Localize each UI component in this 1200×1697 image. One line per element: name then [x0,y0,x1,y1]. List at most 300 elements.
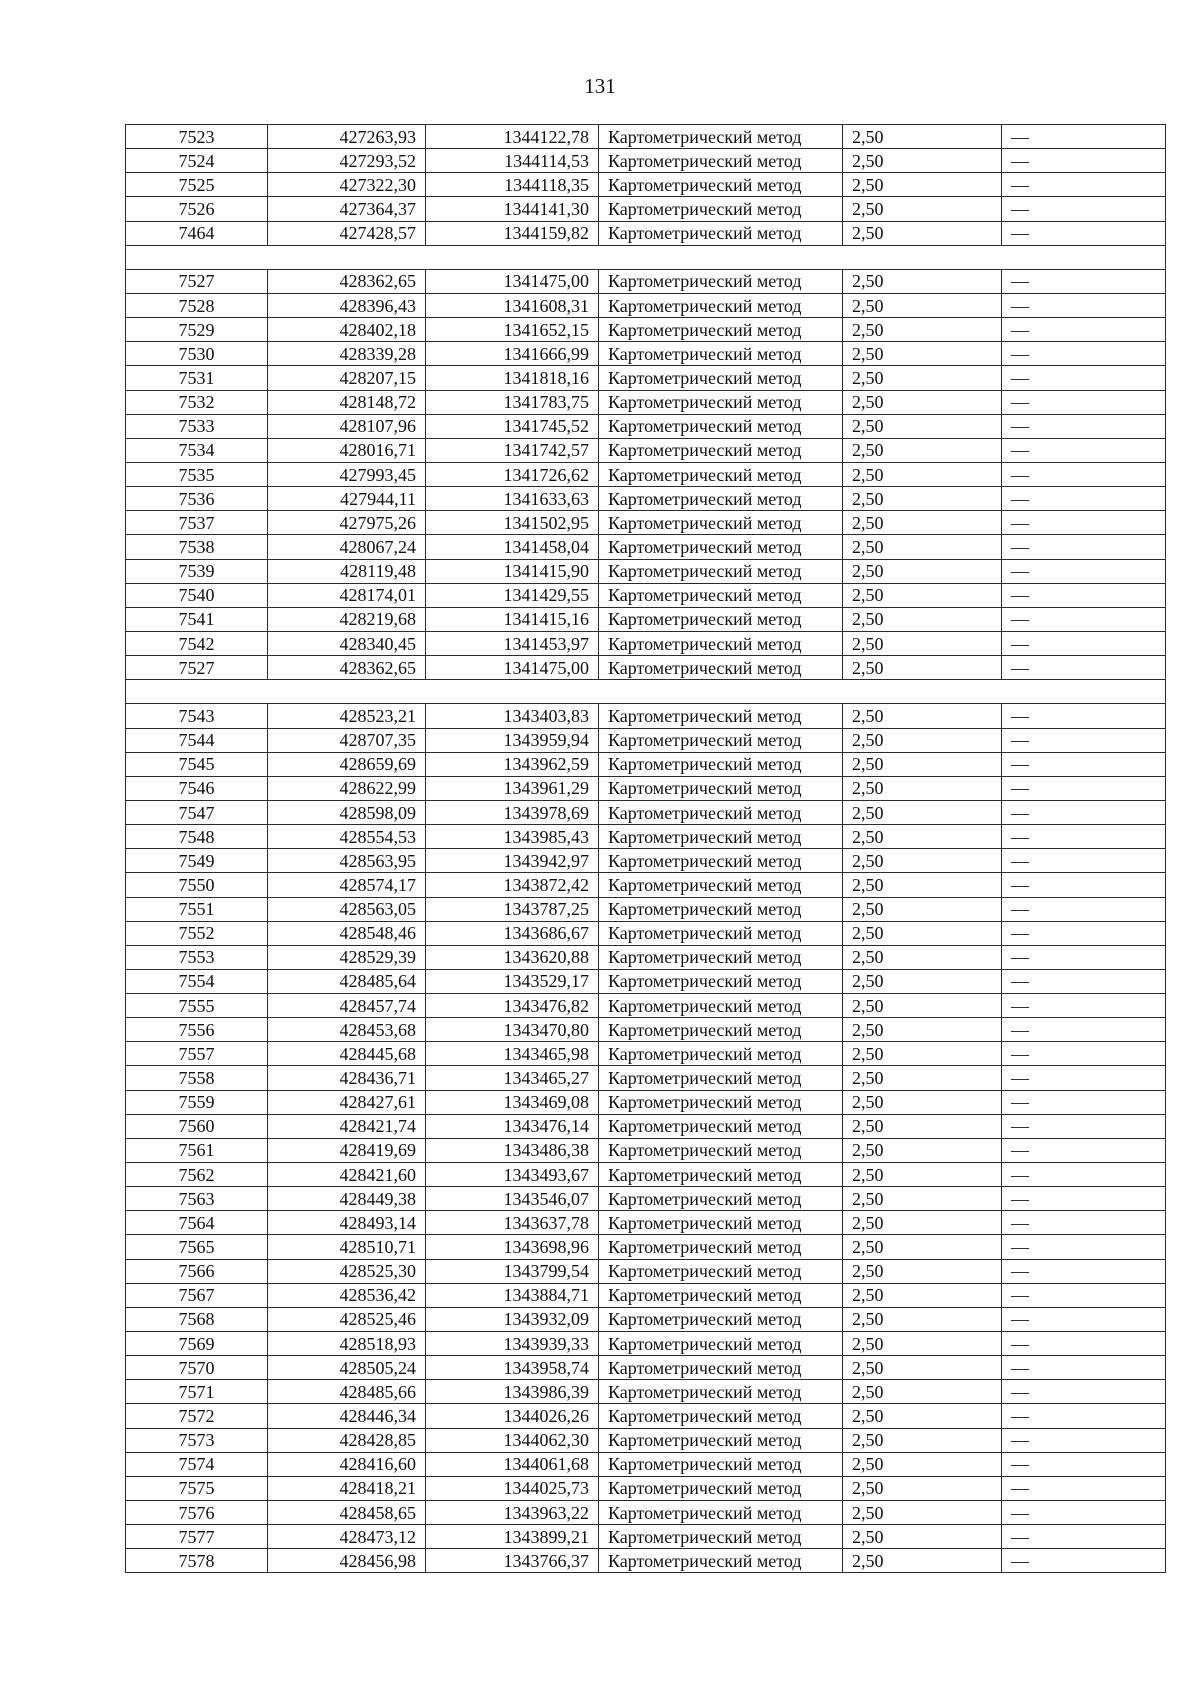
point-number-cell: 7546 [126,776,268,800]
accuracy-cell: 2,50 [843,1307,1002,1331]
table-row [126,1090,1166,1114]
separator-cell [126,245,1166,269]
y-coordinate-cell: 1343493,67 [426,1163,599,1187]
y-coordinate-cell: 1341818,16 [426,366,599,390]
table-row [126,1356,1166,1380]
accuracy-cell: 2,50 [843,1452,1002,1476]
method-cell: Картометрический метод [599,994,843,1018]
accuracy-cell: 2,50 [843,342,1002,366]
point-number-cell: 7571 [126,1380,268,1404]
x-coordinate-cell: 428525,46 [268,1307,426,1331]
table-row [126,800,1166,824]
accuracy-cell: 2,50 [843,511,1002,535]
method-cell: Картометрический метод [599,800,843,824]
description-cell: — [1002,945,1166,969]
y-coordinate-cell: 1343476,14 [426,1114,599,1138]
point-number-cell: 7544 [126,728,268,752]
table-row [126,1042,1166,1066]
accuracy-cell: 2,50 [843,1018,1002,1042]
x-coordinate-cell: 428536,42 [268,1283,426,1307]
point-number-cell: 7573 [126,1428,268,1452]
method-cell: Картометрический метод [599,1187,843,1211]
accuracy-cell: 2,50 [843,825,1002,849]
description-cell: — [1002,849,1166,873]
method-cell: Картометрический метод [599,293,843,317]
table-row [126,318,1166,342]
table-row [126,293,1166,317]
y-coordinate-cell: 1343486,38 [426,1138,599,1162]
description-cell: — [1002,221,1166,245]
x-coordinate-cell: 428016,71 [268,438,426,462]
method-cell: Картометрический метод [599,873,843,897]
method-cell: Картометрический метод [599,1356,843,1380]
table-row [126,390,1166,414]
point-number-cell: 7526 [126,197,268,221]
method-cell: Картометрический метод [599,197,843,221]
y-coordinate-cell: 1343546,07 [426,1187,599,1211]
y-coordinate-cell: 1343470,80 [426,1018,599,1042]
y-coordinate-cell: 1341475,00 [426,656,599,680]
y-coordinate-cell: 1343959,94 [426,728,599,752]
accuracy-cell: 2,50 [843,1476,1002,1500]
description-cell: — [1002,728,1166,752]
accuracy-cell: 2,50 [843,873,1002,897]
accuracy-cell: 2,50 [843,1138,1002,1162]
point-number-cell: 7558 [126,1066,268,1090]
x-coordinate-cell: 428563,95 [268,849,426,873]
y-coordinate-cell: 1343985,43 [426,825,599,849]
table-row [126,1428,1166,1452]
description-cell: — [1002,752,1166,776]
method-cell: Картометрический метод [599,752,843,776]
y-coordinate-cell: 1341652,15 [426,318,599,342]
accuracy-cell: 2,50 [843,728,1002,752]
table-row [126,1332,1166,1356]
description-cell: — [1002,173,1166,197]
y-coordinate-cell: 1344026,26 [426,1404,599,1428]
table-row [126,1549,1166,1573]
accuracy-cell: 2,50 [843,1428,1002,1452]
accuracy-cell: 2,50 [843,197,1002,221]
accuracy-cell: 2,50 [843,221,1002,245]
description-cell: — [1002,825,1166,849]
method-cell: Картометрический метод [599,607,843,631]
table-row [126,583,1166,607]
x-coordinate-cell: 428563,05 [268,897,426,921]
x-coordinate-cell: 427993,45 [268,462,426,486]
table-row [126,342,1166,366]
description-cell: — [1002,1163,1166,1187]
description-cell: — [1002,149,1166,173]
y-coordinate-cell: 1343978,69 [426,800,599,824]
point-number-cell: 7539 [126,559,268,583]
description-cell: — [1002,1042,1166,1066]
y-coordinate-cell: 1341458,04 [426,535,599,559]
y-coordinate-cell: 1343986,39 [426,1380,599,1404]
method-cell: Картометрический метод [599,125,843,149]
accuracy-cell: 2,50 [843,462,1002,486]
point-number-cell: 7578 [126,1549,268,1573]
accuracy-cell: 2,50 [843,1187,1002,1211]
accuracy-cell: 2,50 [843,1114,1002,1138]
y-coordinate-cell: 1344114,53 [426,149,599,173]
table-row [126,704,1166,728]
x-coordinate-cell: 428473,12 [268,1525,426,1549]
method-cell: Картометрический метод [599,825,843,849]
table-row [126,125,1166,149]
table-row [126,776,1166,800]
accuracy-cell: 2,50 [843,414,1002,438]
accuracy-cell: 2,50 [843,849,1002,873]
x-coordinate-cell: 428518,93 [268,1332,426,1356]
description-cell: — [1002,366,1166,390]
table-row [126,414,1166,438]
point-number-cell: 7464 [126,221,268,245]
x-coordinate-cell: 428493,14 [268,1211,426,1235]
point-number-cell: 7535 [126,462,268,486]
point-number-cell: 7575 [126,1476,268,1500]
x-coordinate-cell: 428598,09 [268,800,426,824]
point-number-cell: 7527 [126,656,268,680]
description-cell: — [1002,293,1166,317]
method-cell: Картометрический метод [599,221,843,245]
method-cell: Картометрический метод [599,1259,843,1283]
description-cell: — [1002,631,1166,655]
table-row [126,1235,1166,1259]
table-row [126,1380,1166,1404]
x-coordinate-cell: 428421,60 [268,1163,426,1187]
point-number-cell: 7570 [126,1356,268,1380]
y-coordinate-cell: 1341742,57 [426,438,599,462]
table-row [126,462,1166,486]
table-row [126,1187,1166,1211]
method-cell: Картометрический метод [599,559,843,583]
description-cell: — [1002,269,1166,293]
description-cell: — [1002,994,1166,1018]
point-number-cell: 7538 [126,535,268,559]
x-coordinate-cell: 428659,69 [268,752,426,776]
point-number-cell: 7545 [126,752,268,776]
x-coordinate-cell: 428427,61 [268,1090,426,1114]
accuracy-cell: 2,50 [843,1283,1002,1307]
y-coordinate-cell: 1341415,16 [426,607,599,631]
point-number-cell: 7562 [126,1163,268,1187]
y-coordinate-cell: 1343899,21 [426,1525,599,1549]
point-number-cell: 7550 [126,873,268,897]
description-cell: — [1002,1452,1166,1476]
point-number-cell: 7568 [126,1307,268,1331]
table-separator-row [126,680,1166,704]
accuracy-cell: 2,50 [843,1356,1002,1380]
description-cell: — [1002,1380,1166,1404]
description-cell: — [1002,1187,1166,1211]
y-coordinate-cell: 1343942,97 [426,849,599,873]
description-cell: — [1002,1549,1166,1573]
point-number-cell: 7553 [126,945,268,969]
x-coordinate-cell: 428525,30 [268,1259,426,1283]
y-coordinate-cell: 1344061,68 [426,1452,599,1476]
description-cell: — [1002,511,1166,535]
point-number-cell: 7523 [126,125,268,149]
y-coordinate-cell: 1341666,99 [426,342,599,366]
x-coordinate-cell: 428219,68 [268,607,426,631]
method-cell: Картометрический метод [599,1380,843,1404]
x-coordinate-cell: 428510,71 [268,1235,426,1259]
method-cell: Картометрический метод [599,1283,843,1307]
table-row [126,656,1166,680]
accuracy-cell: 2,50 [843,583,1002,607]
table-row [126,149,1166,173]
point-number-cell: 7555 [126,994,268,1018]
x-coordinate-cell: 428148,72 [268,390,426,414]
y-coordinate-cell: 1344141,30 [426,197,599,221]
description-cell: — [1002,897,1166,921]
description-cell: — [1002,1356,1166,1380]
page-number: 131 [584,74,616,98]
description-cell: — [1002,1259,1166,1283]
x-coordinate-cell: 428707,35 [268,728,426,752]
y-coordinate-cell: 1341502,95 [426,511,599,535]
accuracy-cell: 2,50 [843,752,1002,776]
y-coordinate-cell: 1344062,30 [426,1428,599,1452]
accuracy-cell: 2,50 [843,1404,1002,1428]
accuracy-cell: 2,50 [843,1501,1002,1525]
x-coordinate-cell: 428418,21 [268,1476,426,1500]
table-row [126,1211,1166,1235]
accuracy-cell: 2,50 [843,1090,1002,1114]
y-coordinate-cell: 1341475,00 [426,269,599,293]
x-coordinate-cell: 428485,66 [268,1380,426,1404]
y-coordinate-cell: 1341783,75 [426,390,599,414]
x-coordinate-cell: 428529,39 [268,945,426,969]
method-cell: Картометрический метод [599,1501,843,1525]
y-coordinate-cell: 1343403,83 [426,704,599,728]
accuracy-cell: 2,50 [843,269,1002,293]
y-coordinate-cell: 1343932,09 [426,1307,599,1331]
method-cell: Картометрический метод [599,1114,843,1138]
description-cell: — [1002,583,1166,607]
accuracy-cell: 2,50 [843,994,1002,1018]
x-coordinate-cell: 428421,74 [268,1114,426,1138]
method-cell: Картометрический метод [599,318,843,342]
coordinates-table-body [126,125,1166,1573]
point-number-cell: 7563 [126,1187,268,1211]
separator-cell [126,680,1166,704]
description-cell: — [1002,1138,1166,1162]
point-number-cell: 7528 [126,293,268,317]
description-cell: — [1002,1307,1166,1331]
method-cell: Картометрический метод [599,487,843,511]
method-cell: Картометрический метод [599,921,843,945]
table-row [126,269,1166,293]
accuracy-cell: 2,50 [843,921,1002,945]
y-coordinate-cell: 1343476,82 [426,994,599,1018]
method-cell: Картометрический метод [599,1163,843,1187]
description-cell: — [1002,776,1166,800]
accuracy-cell: 2,50 [843,704,1002,728]
method-cell: Картометрический метод [599,462,843,486]
point-number-cell: 7576 [126,1501,268,1525]
table-row [126,969,1166,993]
x-coordinate-cell: 428174,01 [268,583,426,607]
y-coordinate-cell: 1343958,74 [426,1356,599,1380]
point-number-cell: 7529 [126,318,268,342]
method-cell: Картометрический метод [599,1090,843,1114]
accuracy-cell: 2,50 [843,1066,1002,1090]
point-number-cell: 7549 [126,849,268,873]
table-row [126,1404,1166,1428]
point-number-cell: 7537 [126,511,268,535]
accuracy-cell: 2,50 [843,1163,1002,1187]
y-coordinate-cell: 1343939,33 [426,1332,599,1356]
table-row [126,1163,1166,1187]
y-coordinate-cell: 1343529,17 [426,969,599,993]
y-coordinate-cell: 1344159,82 [426,221,599,245]
method-cell: Картометрический метод [599,149,843,173]
y-coordinate-cell: 1344118,35 [426,173,599,197]
description-cell: — [1002,342,1166,366]
table-row [126,994,1166,1018]
table-row [126,511,1166,535]
x-coordinate-cell: 427944,11 [268,487,426,511]
description-cell: — [1002,438,1166,462]
point-number-cell: 7561 [126,1138,268,1162]
x-coordinate-cell: 428548,46 [268,921,426,945]
x-coordinate-cell: 428428,85 [268,1428,426,1452]
y-coordinate-cell: 1343465,98 [426,1042,599,1066]
x-coordinate-cell: 428402,18 [268,318,426,342]
method-cell: Картометрический метод [599,366,843,390]
method-cell: Картометрический метод [599,438,843,462]
accuracy-cell: 2,50 [843,438,1002,462]
method-cell: Картометрический метод [599,728,843,752]
method-cell: Картометрический метод [599,1476,843,1500]
table-row [126,631,1166,655]
x-coordinate-cell: 427263,93 [268,125,426,149]
x-coordinate-cell: 428107,96 [268,414,426,438]
description-cell: — [1002,1428,1166,1452]
point-number-cell: 7533 [126,414,268,438]
description-cell: — [1002,1476,1166,1500]
table-row [126,1307,1166,1331]
x-coordinate-cell: 428554,53 [268,825,426,849]
x-coordinate-cell: 428445,68 [268,1042,426,1066]
description-cell: — [1002,125,1166,149]
x-coordinate-cell: 428436,71 [268,1066,426,1090]
y-coordinate-cell: 1341633,63 [426,487,599,511]
method-cell: Картометрический метод [599,1525,843,1549]
x-coordinate-cell: 428339,28 [268,342,426,366]
table-row [126,197,1166,221]
method-cell: Картометрический метод [599,656,843,680]
method-cell: Картометрический метод [599,1332,843,1356]
table-row [126,897,1166,921]
description-cell: — [1002,1211,1166,1235]
point-number-cell: 7541 [126,607,268,631]
description-cell: — [1002,462,1166,486]
x-coordinate-cell: 427293,52 [268,149,426,173]
accuracy-cell: 2,50 [843,776,1002,800]
method-cell: Картометрический метод [599,535,843,559]
point-number-cell: 7577 [126,1525,268,1549]
point-number-cell: 7527 [126,269,268,293]
table-row [126,559,1166,583]
y-coordinate-cell: 1343698,96 [426,1235,599,1259]
accuracy-cell: 2,50 [843,945,1002,969]
method-cell: Картометрический метод [599,583,843,607]
description-cell: — [1002,1090,1166,1114]
method-cell: Картометрический метод [599,631,843,655]
description-cell: — [1002,969,1166,993]
table-row [126,438,1166,462]
description-cell: — [1002,487,1166,511]
y-coordinate-cell: 1343469,08 [426,1090,599,1114]
table-row [126,535,1166,559]
y-coordinate-cell: 1343884,71 [426,1283,599,1307]
table-row [126,487,1166,511]
y-coordinate-cell: 1343465,27 [426,1066,599,1090]
point-number-cell: 7552 [126,921,268,945]
method-cell: Картометрический метод [599,1404,843,1428]
method-cell: Картометрический метод [599,390,843,414]
method-cell: Картометрический метод [599,414,843,438]
x-coordinate-cell: 428458,65 [268,1501,426,1525]
accuracy-cell: 2,50 [843,318,1002,342]
point-number-cell: 7569 [126,1332,268,1356]
x-coordinate-cell: 428446,34 [268,1404,426,1428]
y-coordinate-cell: 1343686,67 [426,921,599,945]
y-coordinate-cell: 1344122,78 [426,125,599,149]
x-coordinate-cell: 428119,48 [268,559,426,583]
x-coordinate-cell: 428485,64 [268,969,426,993]
table-row [126,1501,1166,1525]
table-row [126,921,1166,945]
accuracy-cell: 2,50 [843,607,1002,631]
point-number-cell: 7565 [126,1235,268,1259]
x-coordinate-cell: 428067,24 [268,535,426,559]
y-coordinate-cell: 1343961,29 [426,776,599,800]
point-number-cell: 7532 [126,390,268,414]
description-cell: — [1002,1235,1166,1259]
table-row [126,849,1166,873]
y-coordinate-cell: 1341453,97 [426,631,599,655]
description-cell: — [1002,1501,1166,1525]
accuracy-cell: 2,50 [843,535,1002,559]
accuracy-cell: 2,50 [843,1235,1002,1259]
point-number-cell: 7540 [126,583,268,607]
point-number-cell: 7574 [126,1452,268,1476]
table-row [126,1138,1166,1162]
accuracy-cell: 2,50 [843,1042,1002,1066]
point-number-cell: 7556 [126,1018,268,1042]
accuracy-cell: 2,50 [843,1549,1002,1573]
description-cell: — [1002,414,1166,438]
y-coordinate-cell: 1341745,52 [426,414,599,438]
point-number-cell: 7531 [126,366,268,390]
table-row [126,1114,1166,1138]
point-number-cell: 7551 [126,897,268,921]
x-coordinate-cell: 428457,74 [268,994,426,1018]
point-number-cell: 7543 [126,704,268,728]
method-cell: Картометрический метод [599,173,843,197]
y-coordinate-cell: 1341608,31 [426,293,599,317]
coordinates-table [125,124,1166,1573]
y-coordinate-cell: 1343787,25 [426,897,599,921]
method-cell: Картометрический метод [599,1235,843,1259]
y-coordinate-cell: 1343766,37 [426,1549,599,1573]
description-cell: — [1002,1114,1166,1138]
y-coordinate-cell: 1341429,55 [426,583,599,607]
